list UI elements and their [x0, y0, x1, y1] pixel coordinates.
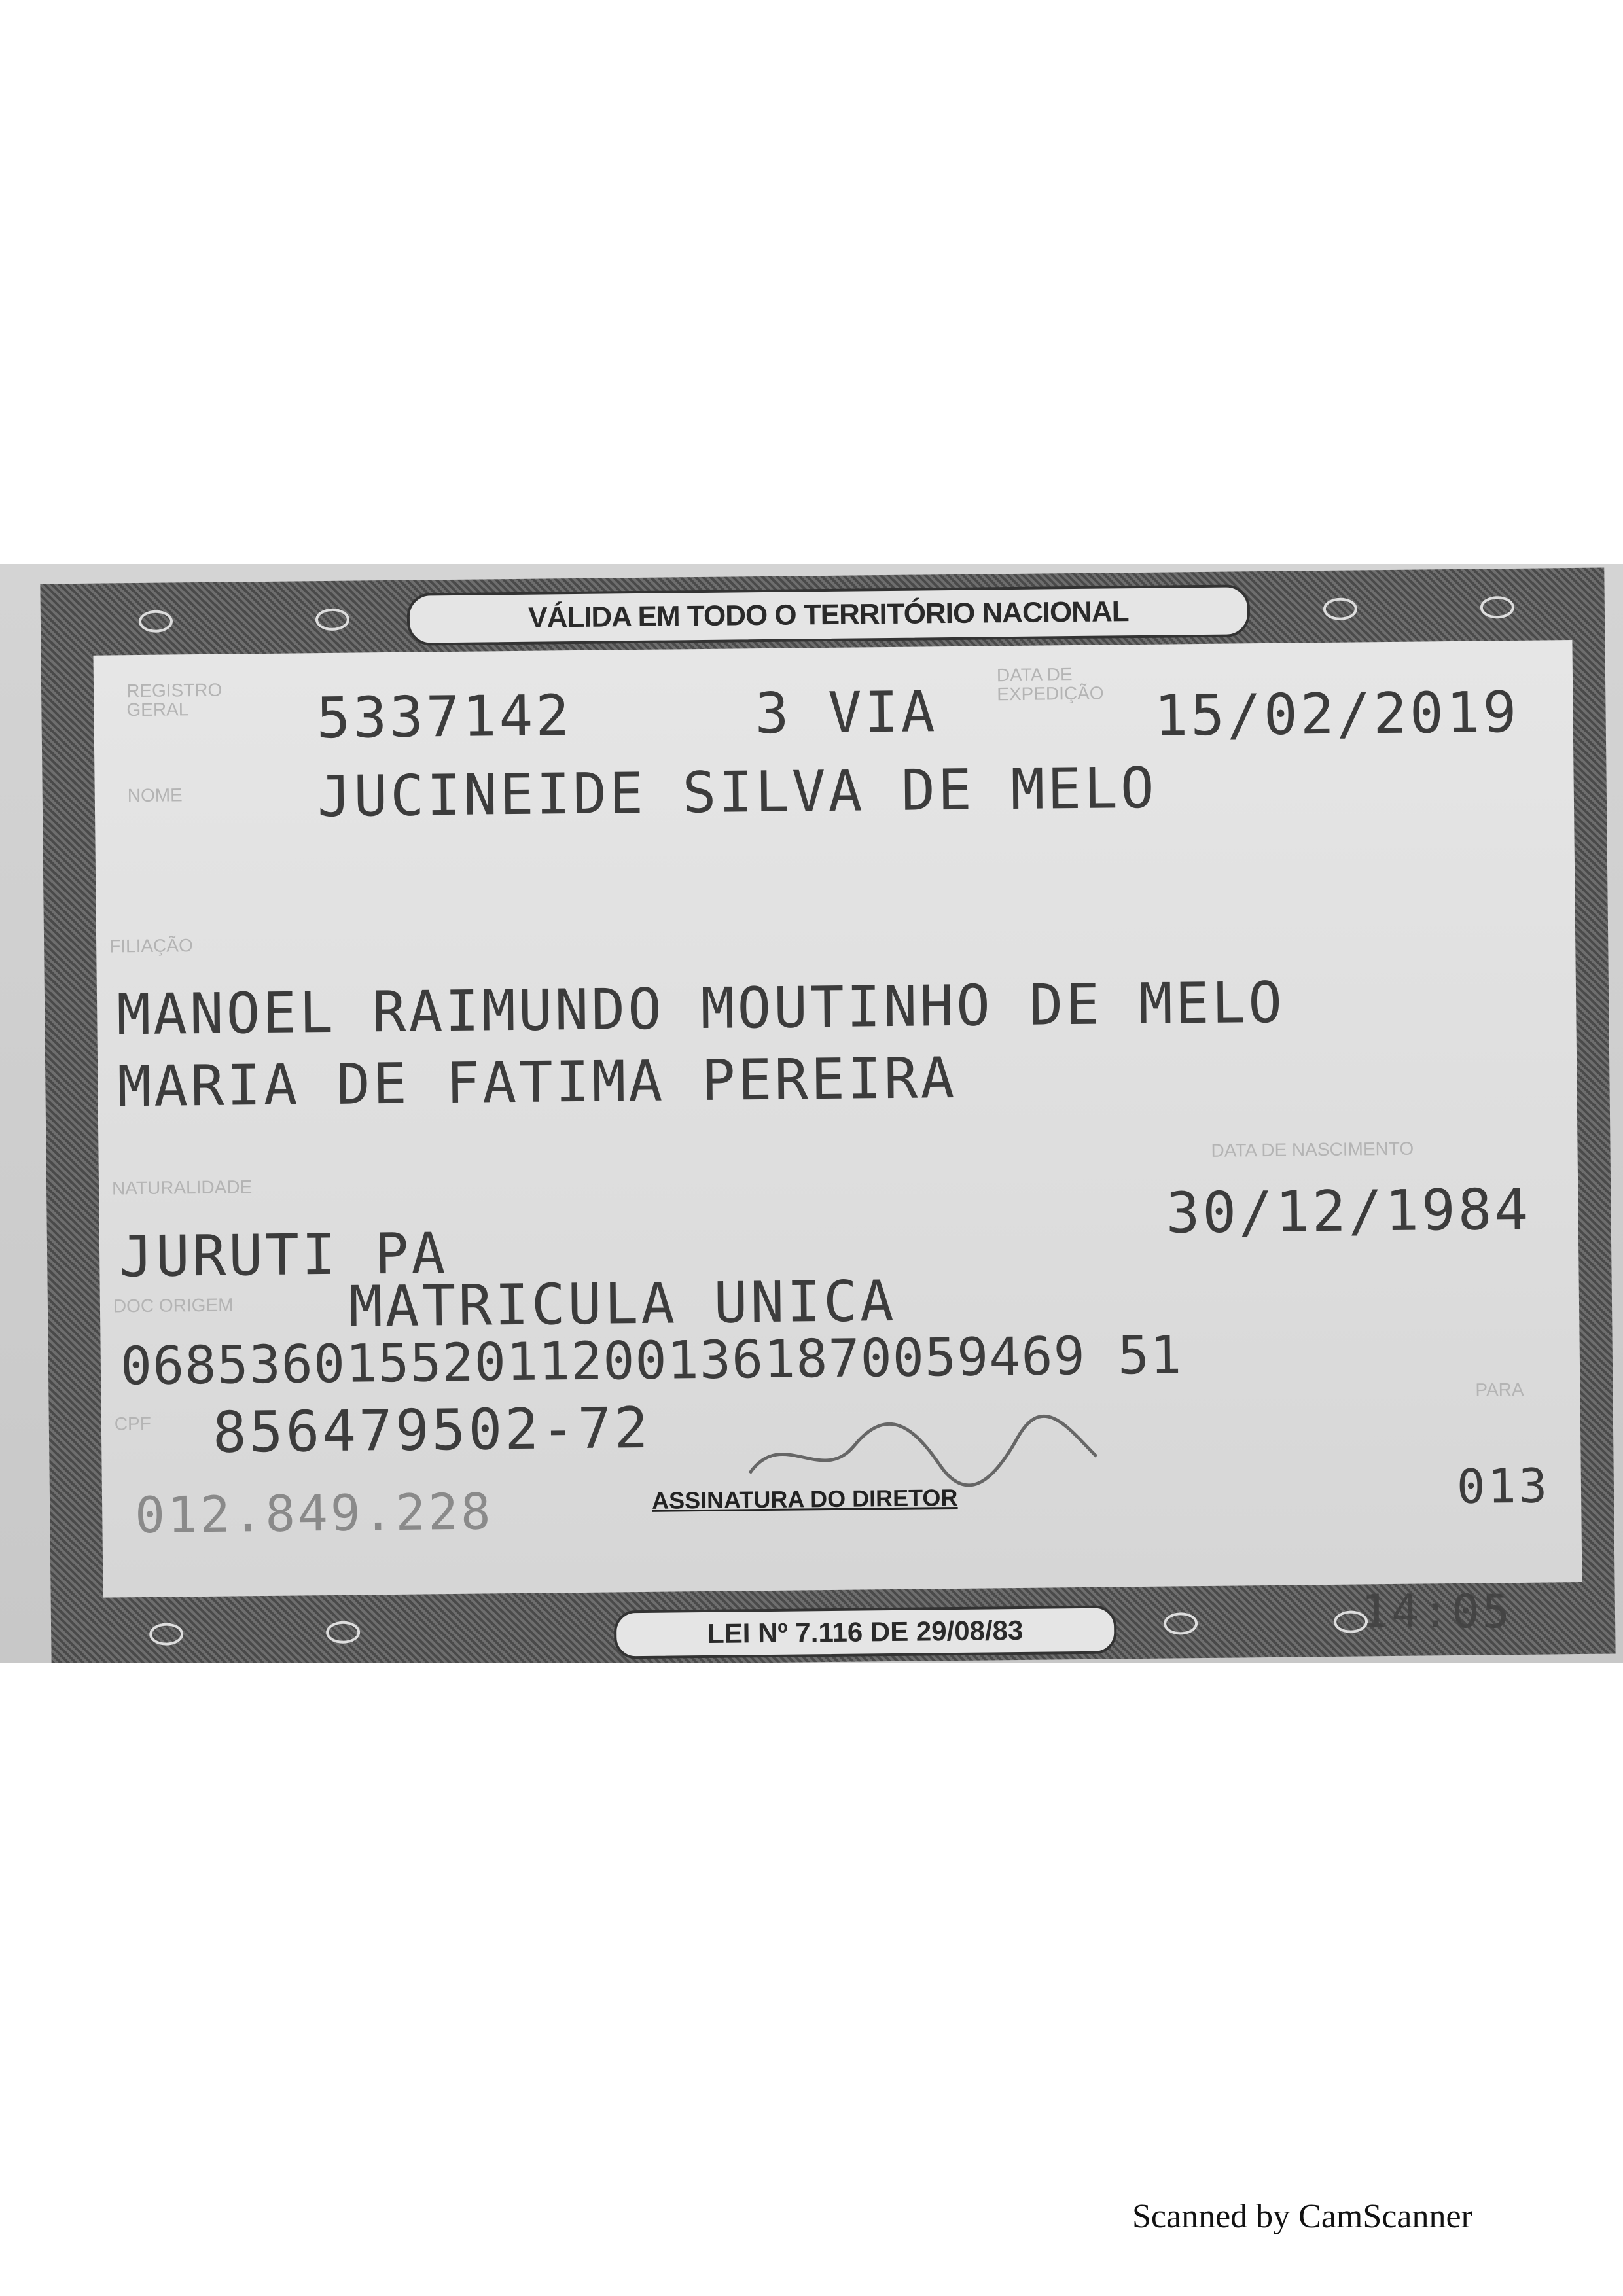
- fator-value: 012.849.228: [134, 1482, 494, 1545]
- rivet-icon: [315, 609, 349, 631]
- mae-value: MARIA DE FATIMA PEREIRA: [116, 1045, 957, 1120]
- label-para: PARA: [1475, 1379, 1524, 1400]
- via-value: 3 VIA: [754, 679, 938, 747]
- rivet-icon: [326, 1621, 360, 1644]
- label-filiacao: FILIAÇÃO: [109, 935, 193, 957]
- doc-origem-numero-value: 068536015520112001361870059469 51: [120, 1324, 1183, 1397]
- data-expedicao-value: 15/02/2019: [1154, 679, 1520, 749]
- rivet-icon: [139, 610, 173, 633]
- director-label: ASSINATURA DO DIRETOR: [651, 1483, 958, 1514]
- pai-value: MANOEL RAIMUNDO MOUTINHO DE MELO: [116, 970, 1285, 1048]
- nome-value: JUCINEIDE SILVA DE MELO: [317, 755, 1158, 830]
- data-nascimento-value: 30/12/1984: [1166, 1176, 1531, 1246]
- rivet-icon: [1480, 596, 1514, 619]
- scanner-watermark: Scanned by CamScanner: [1132, 2198, 1472, 2235]
- label-data-expedicao: DATA DE EXPEDIÇÃO: [996, 664, 1104, 705]
- rivet-icon: [149, 1623, 183, 1646]
- law-banner: LEI Nº 7.116 DE 29/08/83: [614, 1605, 1117, 1659]
- label-naturalidade: NATURALIDADE: [111, 1176, 253, 1199]
- cpf-value: 856479502-72: [212, 1395, 651, 1466]
- codigo-value: 013: [1456, 1458, 1550, 1514]
- doc-origem-tipo-value: MATRICULA UNICA: [348, 1268, 897, 1340]
- label-registro: REGISTRO GERAL: [126, 679, 223, 720]
- label-data-nascimento: DATA DE NASCIMENTO: [1211, 1138, 1414, 1161]
- id-card: [40, 568, 1615, 1663]
- label-nome: NOME: [127, 785, 183, 806]
- scanned-photo: [0, 564, 1623, 1663]
- label-doc-origem: DOC ORIGEM: [113, 1294, 234, 1316]
- validity-banner: VÁLIDA EM TODO O TERRITÓRIO NACIONAL: [407, 584, 1251, 645]
- rivet-icon: [1323, 597, 1357, 620]
- label-cpf: CPF: [114, 1413, 151, 1434]
- director-signature: [743, 1411, 1110, 1493]
- registro-value: 5337142: [316, 683, 573, 752]
- hora-value: 14:05: [1361, 1585, 1512, 1638]
- naturalidade-value: JURUTI PA: [118, 1221, 448, 1290]
- rivet-icon: [1164, 1612, 1198, 1635]
